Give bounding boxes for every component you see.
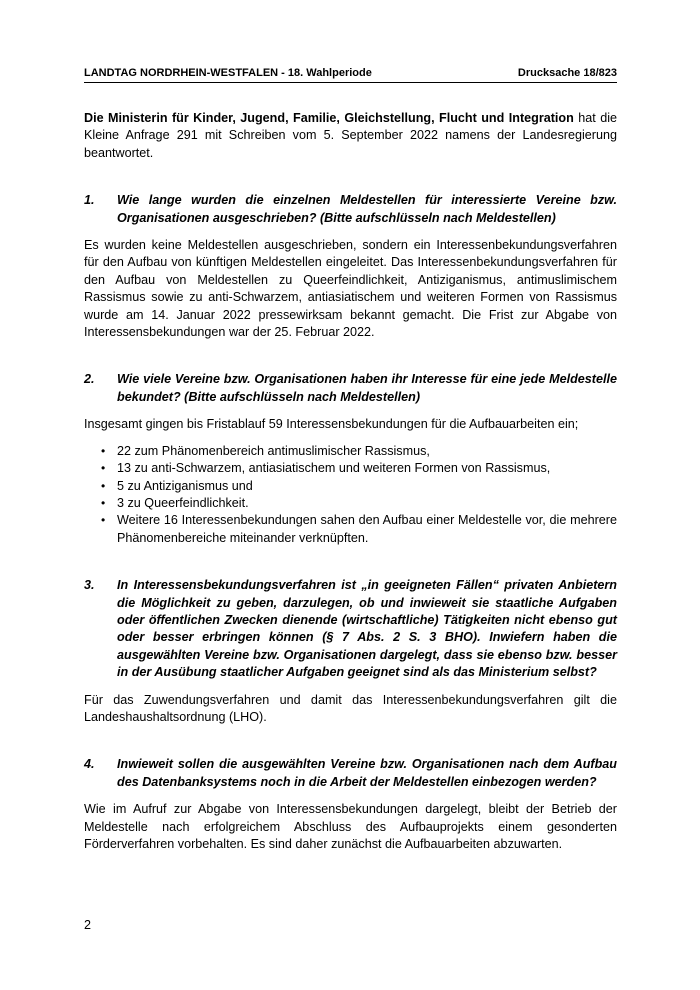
intro-minister: Die Ministerin für Kinder, Jugend, Familie, Gleichstellung, Flucht und Integration bbox=[84, 111, 574, 125]
answer-4: Wie im Aufruf zur Abgabe von Interessensbekundungen dargelegt, bleibt der Betrieb der Meldestelle nach erfolgreichem Abschluss des Aufbauprojekts einem gesonderten Förderverfahren vorbehalten. Es sind daher zunächst die Aufbauarbeiten abzuwarten. bbox=[84, 802, 617, 851]
list-item bbox=[84, 495, 617, 512]
list-item bbox=[84, 460, 617, 477]
question-4 bbox=[84, 756, 617, 791]
question-3 bbox=[84, 577, 617, 681]
answer-3: Für das Zuwendungsverfahren und damit das Interessenbekundungsverfahren gilt die Landeshaushaltsordnung (LHO). bbox=[84, 692, 617, 724]
question-4-number: 4. bbox=[84, 757, 95, 772]
header-document-number: Drucksache 18/823 bbox=[517, 67, 617, 79]
question-2 bbox=[84, 371, 617, 406]
question-2-number: 2. bbox=[84, 372, 95, 387]
bullet-icon: • bbox=[101, 495, 106, 510]
page-header bbox=[84, 66, 617, 80]
list-item-text: 13 zu anti-Schwarzem, antiasiatischem und weiteren Formen von Rassismus, bbox=[117, 461, 551, 476]
list-item-text: Weitere 16 Interessenbekundungen sahen den Aufbau einer Meldestelle vor, die mehrere Phänomenbereiche miteinander verknüpften. bbox=[117, 513, 617, 545]
answer-2-list bbox=[84, 443, 617, 547]
question-1-text: Wie lange wurden die einzelnen Meldestellen für interessierte Vereine bzw. Organisationen ausgeschrieben? (Bitte aufschlüsseln nach Meldestellen) bbox=[117, 193, 617, 225]
list-item-text: 3 zu Queerfeindlichkeit. bbox=[117, 495, 249, 510]
list-item bbox=[84, 478, 617, 495]
question-2-text: Wie viele Vereine bzw. Organisationen haben ihr Interesse für eine jede Meldestelle bekundet? (Bitte aufschlüsseln nach Meldestellen) bbox=[117, 372, 617, 404]
question-3-number: 3. bbox=[84, 578, 95, 593]
header-divider bbox=[84, 82, 617, 83]
question-1-number: 1. bbox=[84, 193, 95, 208]
list-item-text: 5 zu Antiziganismus und bbox=[117, 478, 253, 493]
header-parliament-title: LANDTAG NORDRHEIN-WESTFALEN - 18. Wahlperiode bbox=[84, 67, 372, 79]
intro-text: hat die Kleine Anfrage 291 mit Schreiben vom 5. September 2022 namens der Landesregierung beantwortet. bbox=[84, 111, 618, 160]
bullet-icon: • bbox=[101, 513, 106, 528]
list-item bbox=[84, 512, 617, 547]
bullet-icon: • bbox=[101, 478, 106, 493]
intro-paragraph bbox=[84, 110, 617, 162]
document-body bbox=[84, 110, 617, 883]
bullet-icon: • bbox=[101, 443, 106, 458]
list-item-text: 22 zum Phänomenbereich antimuslimischer Rassismus, bbox=[117, 443, 430, 458]
answer-2-lead: Insgesamt gingen bis Fristablauf 59 Interessensbekundungen für die Aufbauarbeiten ein; bbox=[84, 417, 579, 432]
question-4-text: Inwieweit sollen die ausgewählten Vereine bzw. Organisationen nach dem Aufbau des Datenbanksystems noch in die Arbeit der Meldestellen einbezogen werden? bbox=[117, 757, 617, 789]
answer-1: Es wurden keine Meldestellen ausgeschrieben, sondern ein Interessenbekundungsverfahren für den Aufbau von künftigen Meldestellen eingeleitet. Das Interessenbekundungsverfahren für den Aufbau von Meldestellen zu Queerfeindlichkeit, Antiziganismus, antimuslimischem Rassismus sowie zu anti-Schwarzem, antiasiatischem und weiteren Formen von Rassismus wurde am 14. Januar 2022 pressewirksam bekannt gemacht. Die Frist zur Abgabe von Interessensbekundungen war der 25. Februar 2022. bbox=[84, 238, 617, 340]
page-number: 2 bbox=[84, 918, 92, 932]
question-3-text: In Interessensbekundungsverfahren ist „in geeigneten Fällen“ privaten Anbietern die Möglichkeit zu geben, darzulegen, ob und inwieweit sie staatliche Aufgaben oder öffentlichen Zwecken dienende (wirtschaftliche) Tätigkeiten nicht ebenso gut oder besser erbringen können (§ 7 Abs. 2 S. 3 BHO). Inwiefern haben die ausgewählten Vereine bzw. Organisationen dargelegt, dass sie ebenso bzw. besser in der Ausübung staatlicher Aufgaben geeignet sind als das Ministerium selbst? bbox=[117, 578, 617, 680]
bullet-icon: • bbox=[101, 461, 106, 476]
list-item bbox=[84, 443, 617, 460]
question-1 bbox=[84, 192, 617, 227]
